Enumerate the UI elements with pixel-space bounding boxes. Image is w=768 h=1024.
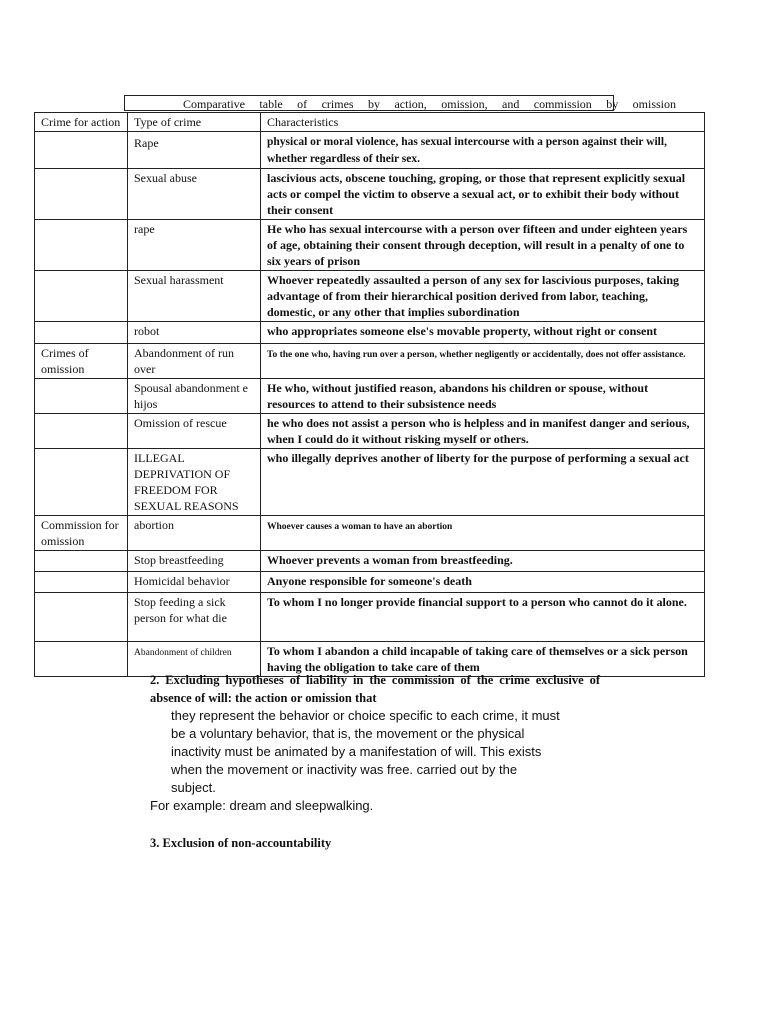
group-cell [35,322,128,344]
desc-cell: Whoever repeatedly assaulted a person of any sex for lascivious purposes, taking advantage of from their hierarchical position derived from labor, teaching, domestic, or any other that implies subordination [261,271,705,322]
type-cell: Sexual harassment [128,271,261,322]
table-row [35,572,705,593]
header-crime-for-action: Crime for action [35,113,128,132]
desc-cell: To whom I abandon a child incapable of taking care of themselves or a sick person having the obligation to take care of them [261,642,705,677]
table-row [35,169,705,220]
table-row [35,271,705,322]
desc-cell: lascivious acts, obscene touching, groping, or those that represent explicitly sexual acts or compel the victim to observe a sexual act, or to exhibit their body without their consent [261,169,705,220]
group-cell [35,271,128,322]
type-cell: Spousal abandonment e hijos [128,379,261,414]
group-cell [35,572,128,593]
group-cell [35,132,128,169]
table-row [35,220,705,271]
desc-cell: who appropriates someone else's movable property, without right or consent [261,322,705,344]
group-cell [35,379,128,414]
desc-cell: who illegally deprives another of liberty for the purpose of performing a sexual act [261,449,705,516]
desc-cell: He who, without justified reason, abandons his children or spouse, without resources to attend to their subsistence needs [261,379,705,414]
desc-cell: To the one who, having run over a person, whether negligently or accidentally, does not offer assistance. [261,344,705,379]
table-row [35,551,705,572]
type-cell: Stop feeding a sick person for what die [128,593,261,642]
group-cell [35,449,128,516]
table-row [35,132,705,169]
desc-cell: Anyone responsible for someone's death [261,572,705,593]
section-3-heading: 3. Exclusion of non-accountability [150,836,332,850]
table-title: Comparative table of crimes by action, omission, and commission by omission [183,97,676,111]
group-cell: Commission for omission [35,516,128,551]
type-cell: ILLEGAL DEPRIVATION OF FREEDOM FOR SEXUAL REASONS [128,449,261,516]
type-cell: abortion [128,516,261,551]
table-row [35,449,705,516]
table-header-row [35,113,705,132]
type-cell: Omission of rescue [128,414,261,449]
header-characteristics: Characteristics [261,113,705,132]
group-cell [35,642,128,677]
type-cell: Abandonment of run over [128,344,261,379]
desc-cell: physical or moral violence, has sexual intercourse with a person against their will, whether regardless of their sex. [261,132,705,169]
header-type-of-crime: Type of crime [128,113,261,132]
group-cell [35,169,128,220]
type-cell: Rape [128,132,261,169]
type-cell: Homicidal behavior [128,572,261,593]
type-cell: Abandonment of children [128,642,261,677]
table-row [35,516,705,551]
type-cell: Sexual abuse [128,169,261,220]
group-cell [35,220,128,271]
table-row [35,593,705,642]
table-row [35,322,705,344]
table-row [35,414,705,449]
section-2-example: For example: dream and sleepwalking. [150,798,374,813]
section-2 [150,671,600,815]
type-cell: rape [128,220,261,271]
crimes-table [34,112,705,677]
table-row [35,379,705,414]
desc-cell: He who has sexual intercourse with a person over fifteen and under eighteen years of age, obtaining their consent through deception, will result in a penalty of one to six years of prison [261,220,705,271]
desc-cell: he who does not assist a person who is helpless and in manifest danger and serious, when I could do it without risking myself or others. [261,414,705,449]
table-row [35,344,705,379]
section-2-body: they represent the behavior or choice specific to each crime, it must be a voluntary behavior, that is, the movement or the physical inactivity must be animated by a manifestation of will. This exists when the movement or inactivity was free. carried out by the subject. [171,708,560,795]
desc-cell: Whoever causes a woman to have an abortion [261,516,705,551]
type-cell: Stop breastfeeding [128,551,261,572]
group-cell: Crimes of omission [35,344,128,379]
group-cell [35,593,128,642]
group-cell [35,551,128,572]
type-cell: robot [128,322,261,344]
desc-cell: Whoever prevents a woman from breastfeeding. [261,551,705,572]
section-2-heading: 2. Excluding hypotheses of liability in the commission of the crime exclusive of absence of will: the action or omission that [150,673,600,705]
desc-cell: To whom I no longer provide financial support to a person who cannot do it alone. [261,593,705,642]
group-cell [35,414,128,449]
